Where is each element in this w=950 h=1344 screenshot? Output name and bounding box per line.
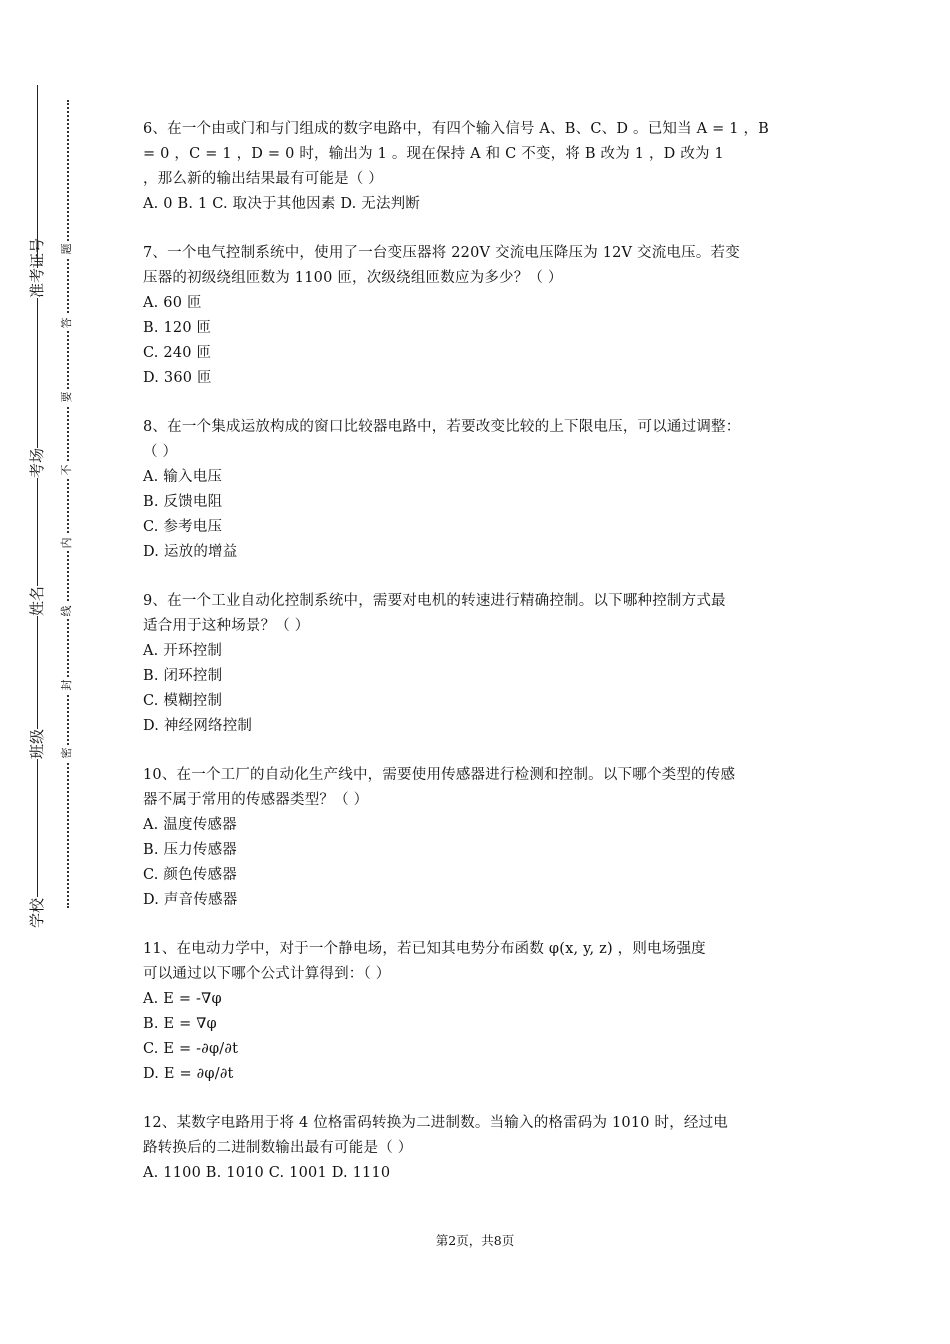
page-indicator: 第2页，共8页 xyxy=(435,1233,515,1248)
question-text: 8、在一个集成运放构成的窗口比较器电路中，若要改变比较的上下限电压，可以通过调整： xyxy=(143,419,741,435)
question-6 xyxy=(143,117,815,217)
seal-char: 内 xyxy=(60,535,74,551)
option-d: D. 360 匝 xyxy=(143,370,212,386)
option-b: B. 闭环控制 xyxy=(143,668,223,684)
option-d: D. E = ∂φ/∂t xyxy=(143,1066,234,1082)
question-text: 11、在电动力学中，对于一个静电场，若已知其电势分布函数 φ(x, y, z) ，则电场强度 xyxy=(143,941,706,957)
question-list xyxy=(143,117,815,1210)
option-d: D. 运放的增益 xyxy=(143,544,238,560)
seal-char: 线 xyxy=(60,603,74,619)
option-a: A. 温度传感器 xyxy=(143,817,237,833)
option-d: D. 神经网络控制 xyxy=(143,718,253,734)
question-7 xyxy=(143,241,815,391)
question-text: 路转换后的二进制数输出最有可能是（ ） xyxy=(143,1140,413,1156)
question-11 xyxy=(143,937,815,1087)
question-text: 压器的初级绕组匝数为 1100 匝，次级绕组匝数应为多少？（ ） xyxy=(143,270,563,286)
binding-dotted-line xyxy=(67,100,69,908)
question-8 xyxy=(143,415,815,565)
seal-char: 封 xyxy=(60,677,74,693)
option-b: B. 反馈电阻 xyxy=(143,494,223,510)
seal-char: 题 xyxy=(60,241,74,257)
seal-char: 答 xyxy=(60,315,74,331)
question-12 xyxy=(143,1111,815,1186)
option-c: C. 参考电压 xyxy=(143,519,223,535)
seal-char: 不 xyxy=(60,462,74,478)
answer-options: A. 1100 B. 1010 C. 1001 D. 1110 xyxy=(143,1165,391,1181)
option-a: A. E = -∇φ xyxy=(143,991,222,1007)
option-b: B. 120 匝 xyxy=(143,320,212,336)
seal-char: 要 xyxy=(60,389,74,405)
answer-options: A. 0 B. 1 C. 取决于其他因素 D. 无法判断 xyxy=(143,196,421,212)
question-text: 适合用于这种场景？（ ） xyxy=(143,618,310,634)
question-text: 12、某数字电路用于将 4 位格雷码转换为二进制数。当输入的格雷码为 1010 时，经过电 xyxy=(143,1115,729,1131)
question-text: 器不属于常用的传感器类型？（ ） xyxy=(143,792,369,808)
option-b: B. E = ∇φ xyxy=(143,1016,217,1032)
question-text: ，那么新的输出结果最有可能是（ ） xyxy=(143,171,384,187)
option-a: A. 60 匝 xyxy=(143,295,202,311)
question-9 xyxy=(143,589,815,739)
seal-char: 密 xyxy=(60,745,74,761)
option-c: C. 模糊控制 xyxy=(143,693,223,709)
question-text: 10、在一个工厂的自动化生产线中，需要使用传感器进行检测和控制。以下哪个类型的传感 xyxy=(143,767,736,783)
field-label-exam-number: 准考证号 xyxy=(28,237,46,298)
option-c: C. 240 匝 xyxy=(143,345,212,361)
question-text: 可以通过以下哪个公式计算得到：（ ） xyxy=(143,966,391,982)
option-d: D. 声音传感器 xyxy=(143,892,238,908)
question-text: 9、在一个工业自动化控制系统中，需要对电机的转速进行精确控制。以下哪种控制方式最 xyxy=(143,593,726,609)
option-b: B. 压力传感器 xyxy=(143,842,237,858)
question-text: 6、在一个由或门和与门组成的数字电路中，有四个输入信号 A、B、C、D 。已知当 A = 1 ，B xyxy=(143,121,770,137)
binding-margin xyxy=(0,0,100,1344)
field-label-class: 班级 xyxy=(28,728,46,759)
field-label-name: 姓名 xyxy=(28,585,46,616)
field-label-exam-room: 考场 xyxy=(28,447,46,478)
question-text: 7、一个电气控制系统中，使用了一台变压器将 220V 交流电压降压为 12V 交流电压。若变 xyxy=(143,245,740,261)
page-footer xyxy=(0,1231,950,1249)
option-a: A. 开环控制 xyxy=(143,643,223,659)
option-c: C. 颜色传感器 xyxy=(143,867,237,883)
question-text: = 0 ，C = 1 ，D = 0 时，输出为 1 。现在保持 A 和 C 不变，将 B 改为 1 ，D 改为 1 xyxy=(143,146,724,162)
option-c: C. E = -∂φ/∂t xyxy=(143,1041,239,1057)
field-label-school: 学校 xyxy=(28,897,46,928)
question-10 xyxy=(143,763,815,913)
question-text: （ ） xyxy=(143,444,178,460)
binding-solid-line xyxy=(37,85,38,897)
option-a: A. 输入电压 xyxy=(143,469,223,485)
